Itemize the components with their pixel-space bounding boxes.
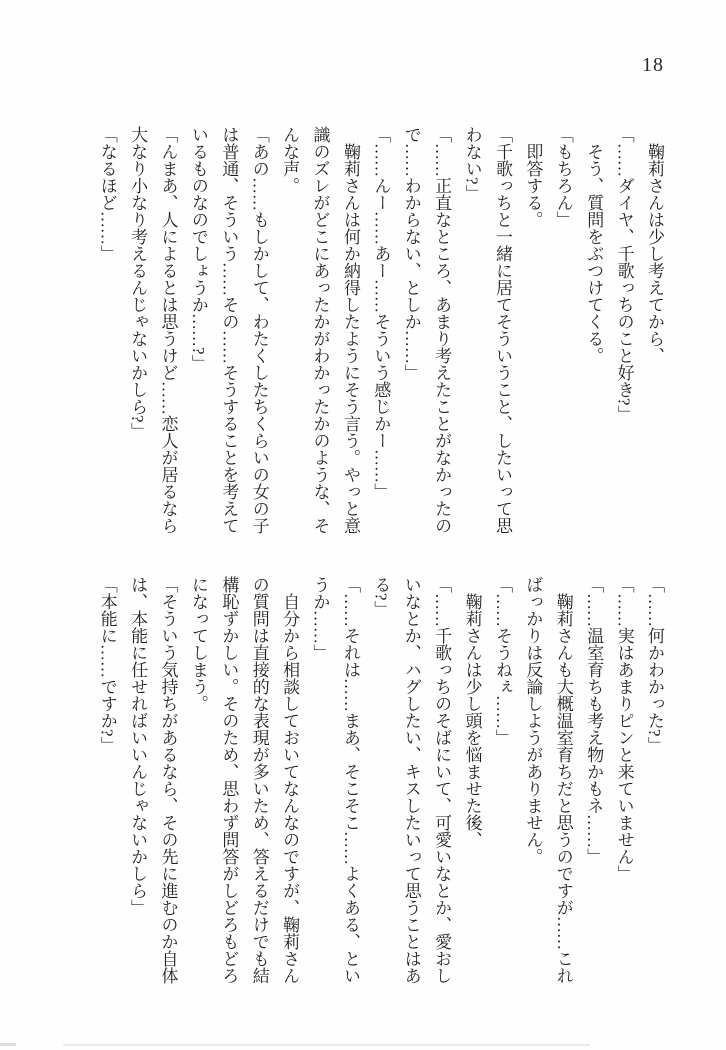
text-line: 鞠莉さんは少し考えてから、 — [645, 126, 664, 364]
text-line: 「なるほど……」 — [97, 126, 117, 262]
lower-text-block — [91, 576, 669, 992]
text-line: 鞠莉さんは何か納得したようにそう言う。やっと意 — [340, 126, 360, 534]
text-line: は、本能に任せればいいんじゃないかしら」 — [128, 576, 148, 916]
text-line: 即答する。 — [523, 126, 543, 228]
text-line: ばっかりは反論しようがありません。 — [523, 576, 543, 865]
text-line: 「……千歌っちのそばにいて、可愛いなとか、愛おし — [432, 576, 452, 984]
scan-artifact-line — [63, 1044, 590, 1046]
text-line: 「……実はあまりピンと来ていません」 — [614, 576, 634, 882]
text-line: 鞠莉さんは少し頭を悩ませた後、 — [462, 576, 482, 848]
text-line: んな声。 — [280, 126, 300, 194]
text-line: 構恥ずかしい。そのため、思わず問答がしどろもどろ — [219, 576, 239, 984]
text-line: 「もちろん」 — [553, 126, 573, 228]
text-line: 「そういう気持ちがあるなら、その先に進むのか自体 — [158, 576, 178, 984]
text-line: 自分から相談しておいてなんなのですが、鞠莉さん — [280, 576, 300, 984]
text-line: は普通、そういう……その……そうすることを考えて — [219, 126, 239, 534]
page-number: 18 — [642, 54, 664, 76]
text-line: 「……そうねぇ……」 — [492, 576, 512, 746]
text-line: 「……何かわかった?」 — [645, 576, 664, 754]
text-line: る?」 — [371, 576, 391, 618]
text-line: わない?」 — [462, 126, 482, 202]
text-line: の質問は直接的な表現が多いため、答えるだけでも結 — [249, 576, 269, 984]
text-line: いなとか、ハグしたい、キスしたいって思うことはあ — [401, 576, 421, 984]
text-line: いるものなのでしょうか……?」 — [188, 126, 208, 372]
upper-text-block — [91, 126, 669, 542]
text-line: 「……温室育ちも考え物かもネ……」 — [584, 576, 604, 865]
text-line: 鞠莉さんも大概温室育ちだと思うのですが……これ — [553, 576, 573, 984]
text-line: 「……それは……まあ、そこそこ……よくある、とい — [340, 576, 360, 984]
text-line: 「千歌っちと一緒に居てそういうこと、したいって思 — [492, 126, 512, 534]
text-line: 「んまあ、人によるとは思うけど……恋人が居るなら — [158, 126, 178, 534]
text-line: で……わからない、としか……」 — [401, 126, 421, 381]
text-line: うか……」 — [310, 576, 330, 661]
text-line: になってしまう。 — [188, 576, 208, 712]
text-line: そう、質問をぶつけてくる。 — [584, 126, 604, 364]
text-line: 「……んー……あー……そういう感じかー……」 — [371, 126, 391, 500]
text-line: 「……ダイヤ、千歌っちのこと好き?」 — [614, 126, 634, 423]
text-line: 「本能に……ですか?」 — [97, 576, 117, 754]
scan-artifact-corner — [0, 1043, 16, 1046]
text-line: 大なり小なり考えるんじゃないかしら?」 — [128, 126, 148, 440]
text-line: 「あの……もしかして、わたくしたちくらいの女の子 — [249, 126, 269, 534]
text-line: 識のズレがどこにあったかがわかったかのような、そ — [310, 126, 330, 534]
text-line: 「……正直なところ、あまり考えたことがなかったの — [432, 126, 452, 534]
